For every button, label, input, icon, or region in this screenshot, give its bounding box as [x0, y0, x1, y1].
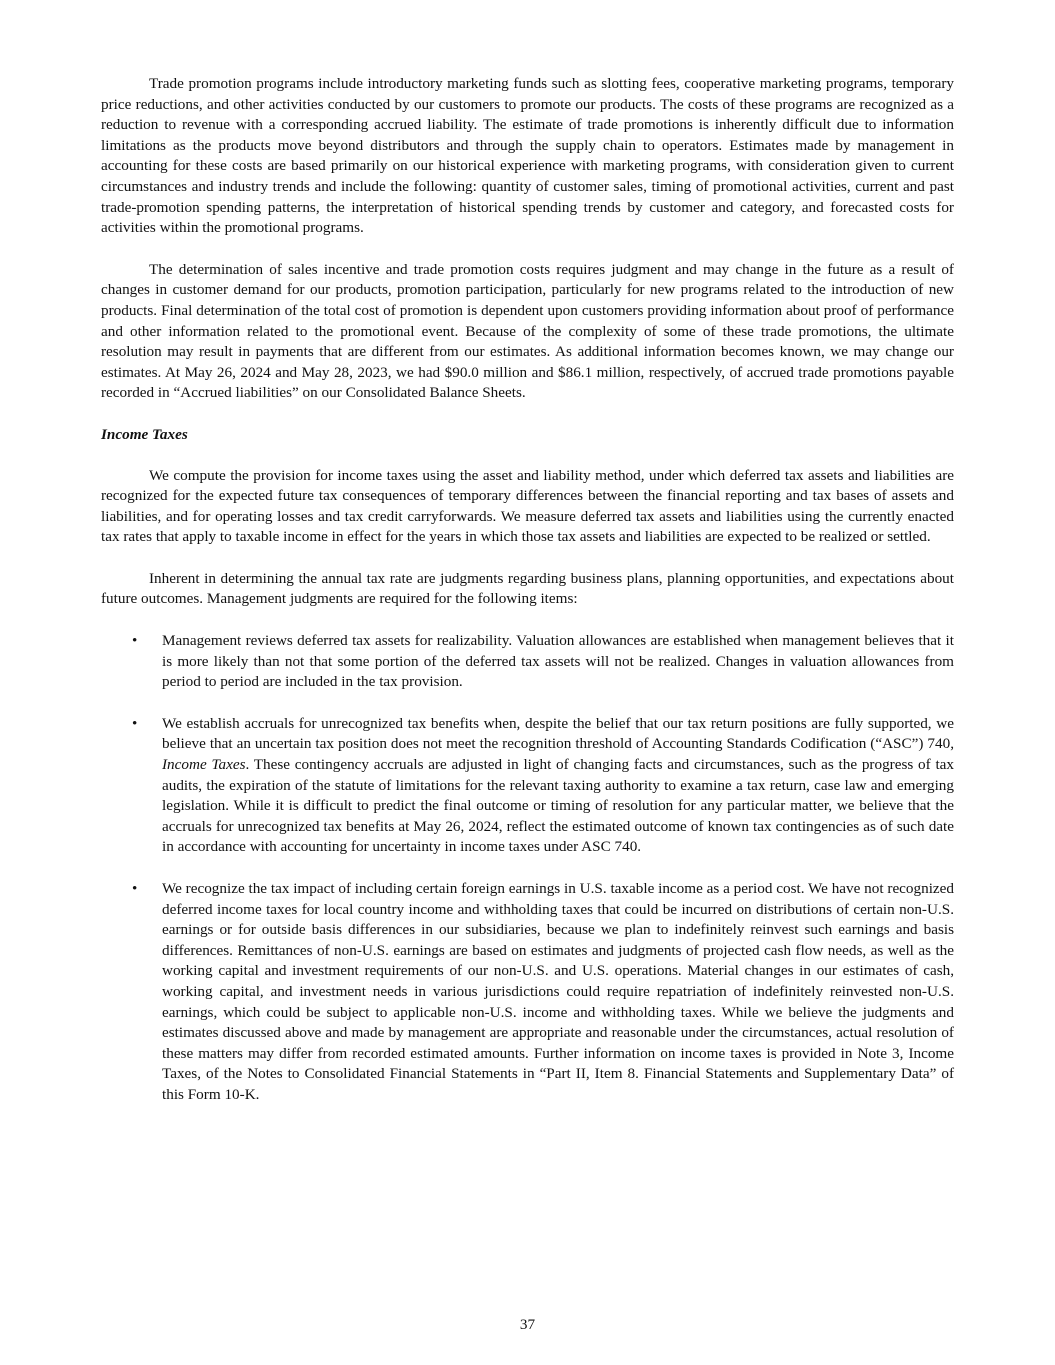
section-heading-income-taxes: Income Taxes: [101, 425, 188, 443]
bullet-icon: •: [132, 632, 138, 650]
bullet-text: Management reviews deferred tax assets for realizability. Valuation allowances are established when management believes that it is more likely than not that some portion of the deferred tax assets will not be realized. Changes in valuation allowances from period to period are included in the tax provision.: [162, 632, 954, 691]
page-number: 37: [519, 1316, 536, 1333]
bullet-icon: •: [132, 880, 138, 897]
paragraph-provision-method: We compute the provision for income taxes using the asset and liability method, under which deferred tax assets and liabilities are recognized for the expected future tax consequences of temporary differences between the financial reporting and tax bases of assets and liabilities, and for operating losses and tax credit carryforwards. We measure deferred tax assets and liabilities using the currently enacted tax rates that apply to taxable income in effect for the years in which those tax assets and liabilities are expected to be realized or settled.: [101, 466, 954, 546]
document-page: [101, 74, 954, 1127]
bullet-text: We establish accruals for unrecognized tax benefits when, despite the belief that our tax return positions are fully supported, we believe that an uncertain tax position does not meet the recognition threshold of Accounting Standards Codification (“ASC”) 740,: [162, 714, 954, 753]
bullet-icon: •: [132, 714, 138, 732]
bullet-item-foreign-earnings: [101, 879, 954, 1106]
bullet-item-deferred-tax-assets: [101, 631, 954, 693]
bullet-text: . These contingency accruals are adjusted in light of changing facts and circumstances, such as the progress of tax audits, the expiration of the statute of limitations for the relevant taxing authority to examine a tax return, case law and emerging legislation. While it is difficult to predict the final outcome or timing of resolution for any particular matter, we believe that the accruals for unrecognized tax benefits at May 26, 2024, reflect the estimated outcome of known tax contingencies as of such date in accordance with accounting for uncertainty in income taxes under ASC 740.: [162, 756, 954, 856]
bullet-text: We recognize the tax impact of including certain foreign earnings in U.S. taxable income as a period cost. We have not recognized deferred income taxes for local country income and withholding taxes that could be incurred on distributions of certain non-U.S. earnings or for outside basis differences in our subsidiaries, because we plan to indefinitely reinvest such earnings and basis differences. Remittances of non-U.S. earnings are based on estimates and judgments of projected cash flow needs, as well as the working capital and investment requirements of our non-U.S. and U.S. operations. Material changes in our estimates of cash, working capital, and investment needs in various jurisdictions could require repatriation of indefinitely reinvested non-U.S. earnings, which could be subject to applicable non-U.S. income and withholding taxes. While we believe the judgments and estimates discussed above and made by management are appropriate and reasonable under the circumstances, actual resolution of these matters may differ from recorded estimated amounts. Further information on income taxes is provided in Note 3, Income Taxes, of the Notes to Consolidated Financial Statements in “Part II, Item 8. Financial Statements and Supplementary Data” of this Form 10-K.: [162, 880, 954, 1103]
bullet-text-italic: Income Taxes: [162, 756, 246, 774]
paragraph-sales-incentive: The determination of sales incentive and trade promotion costs requires judgment and may change in the future as a result of changes in customer demand for our products, promotion participation, particularly for new programs related to the introduction of new products. Final determination of the total cost of promotion is dependent upon customers providing information about proof of performance and other information related to the promotional event. Because of the complexity of some of these trade promotions, the ultimate resolution may result in payments that are different from our estimates. As additional information becomes known, we may change our estimates. At May 26, 2024 and May 28, 2023, we had $90.0 million and $86.1 million, respectively, of accrued trade promotions payable recorded in “Accrued liabilities” on our Consolidated Balance Sheets.: [101, 260, 954, 402]
paragraph-judgments: Inherent in determining the annual tax rate are judgments regarding business plans, planning opportunities, and expectations about future outcomes. Management judgments are required for the following items:: [101, 569, 954, 608]
paragraph-trade-promotion: Trade promotion programs include introductory marketing funds such as slotting fees, cooperative marketing programs, temporary price reductions, and other activities conducted by our customers to promote our products. The costs of these programs are recognized as a reduction to revenue with a corresponding accrued liability. The estimate of trade promotions is inherently difficult due to information limitations as the products move beyond distributors and through the supply chain to operators. Estimates made by management in accounting for these costs are based primarily on our historical experience with marketing programs, with consideration given to current circumstances and industry trends and include the following: quantity of customer sales, timing of promotional activities, current and past trade-promotion spending patterns, the interpretation of historical spending trends by customer and category, and forecasted costs for activities within the promotional programs.: [101, 75, 954, 237]
bullet-item-unrecognized-tax-benefits: [101, 714, 954, 858]
